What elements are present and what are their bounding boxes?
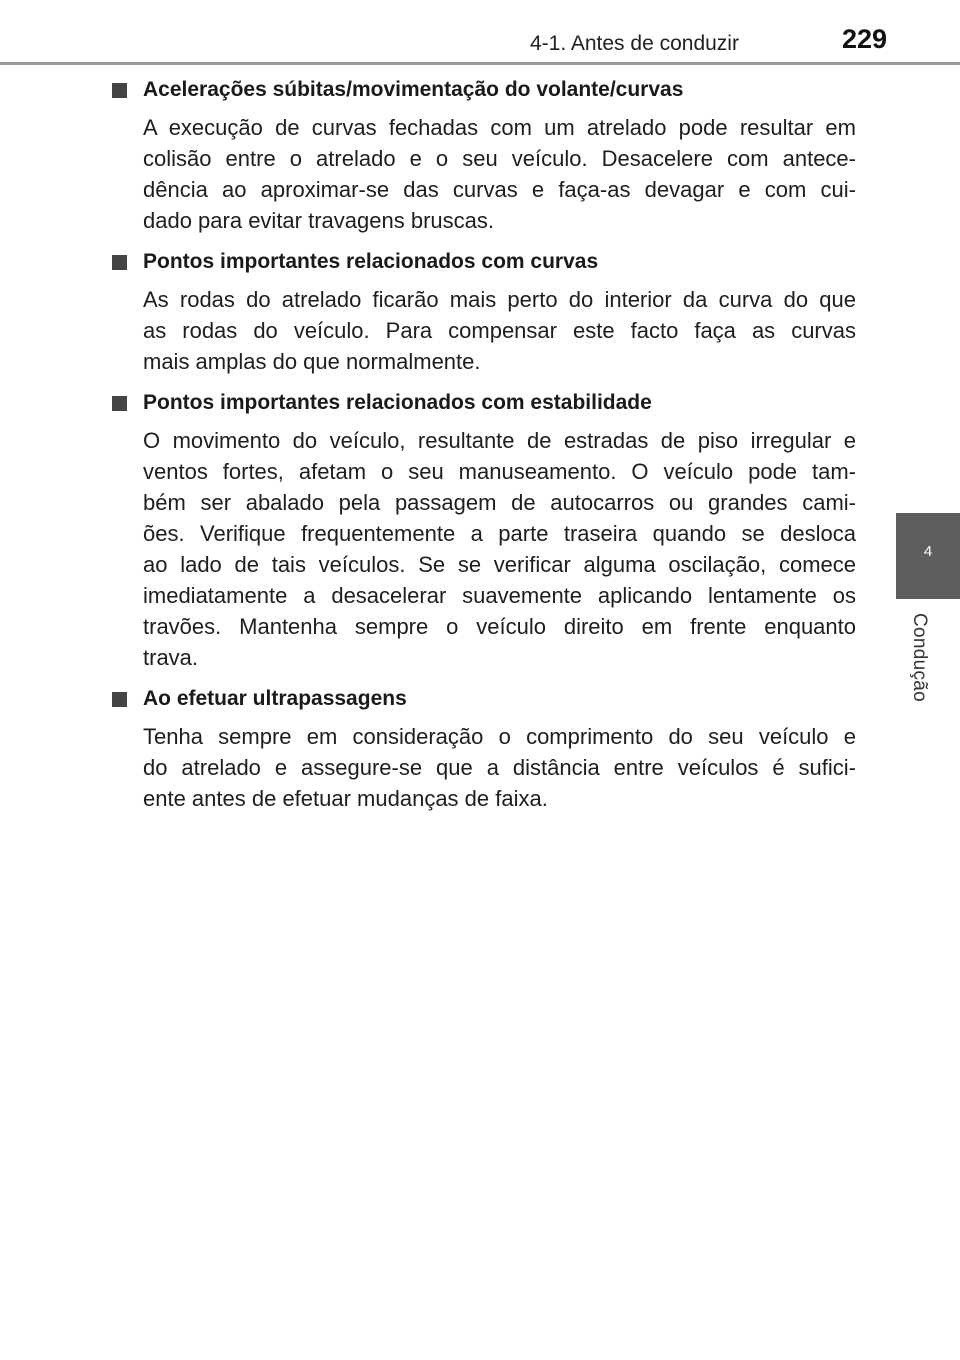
paragraph-line: A execução de curvas fechadas com um atrelado pode resultar em: [143, 115, 856, 140]
section-paragraph: [112, 721, 856, 814]
section-title: [112, 74, 856, 106]
chapter-number: 4: [923, 543, 933, 560]
page-content: [112, 74, 856, 824]
paragraph-line: O movimento do veículo, resultante de estradas de piso irregular e: [143, 428, 856, 453]
section-paragraph: [112, 284, 856, 377]
square-bullet-icon: [112, 255, 127, 270]
square-bullet-icon: [112, 692, 127, 707]
header-divider: [0, 62, 960, 65]
square-bullet-icon: [112, 396, 127, 411]
paragraph-line: imediatamente a desacelerar suavemente aplicando lentamente os: [143, 583, 856, 608]
paragraph-line: bém ser abalado pela passagem de autocarros ou grandes cami-: [143, 490, 856, 515]
chapter-label: Condução: [909, 613, 930, 703]
paragraph-line: ventos fortes, afetam o seu manuseamento. O veículo pode tam-: [143, 459, 856, 484]
paragraph-line: do atrelado e assegure-se que a distância entre veículos é sufici-: [143, 755, 856, 780]
section-title-text: Acelerações súbitas/movimentação do volante/curvas: [143, 78, 684, 101]
section-title: [112, 387, 856, 419]
section-overtaking: [112, 683, 856, 814]
paragraph-line: ente antes de efetuar mudanças de faixa.: [143, 786, 548, 811]
paragraph-line: trava.: [143, 645, 199, 670]
paragraph-line: mais amplas do que normalmente.: [143, 349, 481, 374]
section-paragraph: [112, 425, 856, 673]
section-title-text: Pontos importantes relacionados com estabilidade: [143, 391, 652, 414]
section-title: [112, 246, 856, 278]
chapter-tab-box: [896, 513, 960, 599]
page-header: [0, 0, 960, 64]
page-number: 229: [842, 24, 888, 54]
chapter-tab: [896, 513, 960, 813]
paragraph-line: dência ao aproximar-se das curvas e faça-as devagar e com cui-: [143, 177, 856, 202]
paragraph-line: Tenha sempre em consideração o comprimento do seu veículo e: [143, 724, 856, 749]
section-title-text: Pontos importantes relacionados com curvas: [143, 250, 599, 273]
paragraph-line: ao lado de tais veículos. Se se verificar alguma oscilação, comece: [143, 552, 856, 577]
paragraph-line: As rodas do atrelado ficarão mais perto do interior da curva do que: [143, 287, 856, 312]
paragraph-line: ões. Verifique frequentemente a parte traseira quando se desloca: [143, 521, 856, 546]
section-curves: [112, 246, 856, 377]
paragraph-line: as rodas do veículo. Para compensar este facto faça as curvas: [143, 318, 856, 343]
section-stability: [112, 387, 856, 673]
section-title: [112, 683, 856, 715]
paragraph-line: colisão entre o atrelado e o seu veículo. Desacelere com antece-: [143, 146, 856, 171]
section-paragraph: [112, 112, 856, 236]
section-sudden-acceleration: [112, 74, 856, 236]
square-bullet-icon: [112, 83, 127, 98]
section-heading: 4-1. Antes de conduzir: [530, 32, 739, 55]
paragraph-line: travões. Mantenha sempre o veículo direito em frente enquanto: [143, 614, 856, 639]
paragraph-line: dado para evitar travagens bruscas.: [143, 208, 494, 233]
section-title-text: Ao efetuar ultrapassagens: [143, 687, 407, 710]
